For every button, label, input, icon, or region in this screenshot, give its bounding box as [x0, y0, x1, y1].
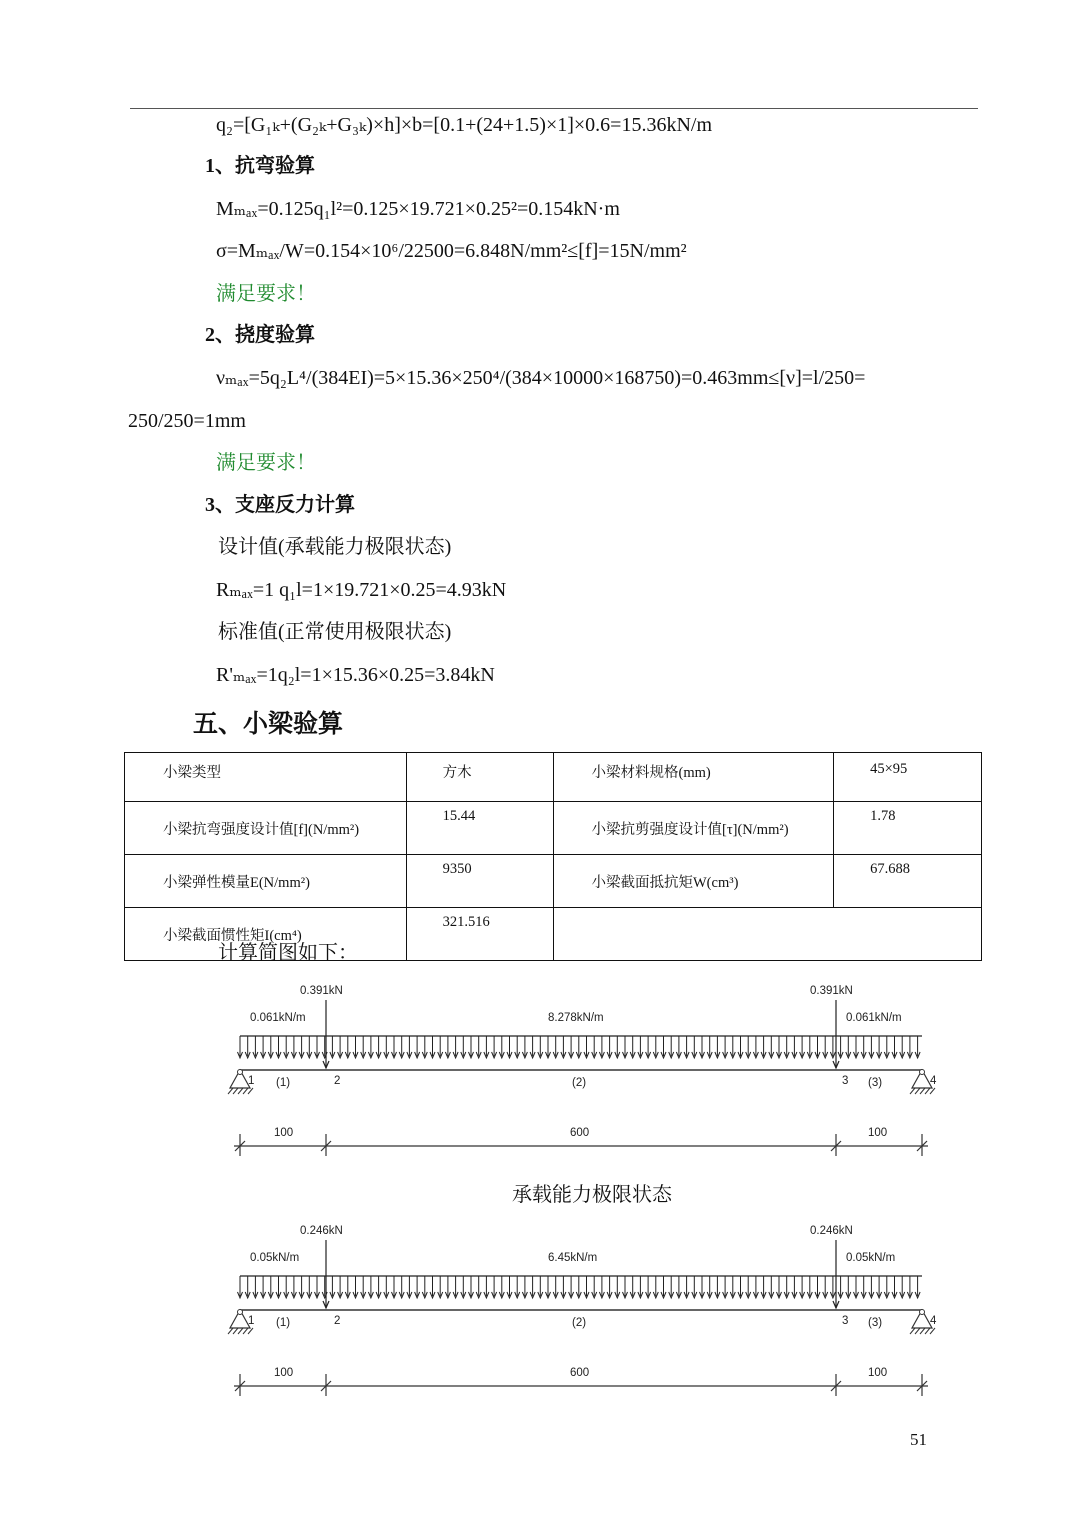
node-number-label: 3	[842, 1315, 849, 1327]
design-value-label: 设计值(承载能力极限状态)	[218, 536, 452, 558]
support-hatch	[915, 1088, 920, 1094]
span-label: (2)	[572, 1077, 587, 1089]
support-hatch	[248, 1328, 253, 1334]
udl-left-label: 0.05kN/m	[250, 1252, 300, 1264]
diagram1-caption: 承载能力极限状态	[512, 1184, 672, 1206]
table-row	[125, 802, 982, 855]
support-hatch	[233, 1328, 238, 1334]
support-hatch	[930, 1328, 935, 1334]
support-hatch	[925, 1328, 930, 1334]
table-row	[125, 855, 982, 908]
node-number-label: 4	[930, 1075, 937, 1087]
diagram-caption: 计算简图如下：	[218, 942, 358, 964]
support-hatch	[910, 1328, 915, 1334]
support-hatch	[920, 1328, 925, 1334]
parameter-table	[124, 752, 982, 961]
table-cell: 67.688	[834, 855, 982, 908]
support-hatch	[238, 1088, 243, 1094]
dimension-label: 600	[570, 1367, 590, 1379]
support-pin	[920, 1310, 925, 1315]
node-number-label: 3	[842, 1075, 849, 1087]
q2-formula: q₂=[G₁ₖ+(G₂ₖ+G₃ₖ)×h]×b=[0.1+(24+1.5)×1]×0.6=15.36kN/m	[216, 114, 713, 136]
rmax-prime-formula: R'ₘₐₓ=1q₂l=1×15.36×0.25=3.84kN	[216, 664, 495, 686]
point-load-left-label: 0.246kN	[300, 1225, 343, 1237]
support-hatch	[228, 1328, 233, 1334]
page-number: 51	[910, 1430, 927, 1449]
support-hatch	[920, 1088, 925, 1094]
dimension-label: 100	[274, 1367, 294, 1379]
table-cell: 321.516	[406, 908, 553, 961]
span-label: (3)	[868, 1317, 883, 1329]
standard-value-label: 标准值(正常使用极限状态)	[218, 621, 452, 643]
support-pin	[238, 1070, 243, 1075]
support-hatch	[243, 1088, 248, 1094]
span-label: (2)	[572, 1317, 587, 1329]
span-label: (1)	[276, 1077, 291, 1089]
header-rule	[130, 108, 978, 109]
span-label: (3)	[868, 1077, 883, 1089]
heading-support-reaction: 3、支座反力计算	[205, 494, 355, 516]
table-cell: 小梁截面抵抗矩W(cm³)	[553, 855, 834, 908]
table-cell: 1.78	[834, 802, 982, 855]
section-title: 五、小梁验算	[193, 711, 344, 738]
udl-left-label: 0.061kN/m	[250, 1012, 306, 1024]
dimension-label: 100	[868, 1127, 888, 1139]
mmax-formula: Mₘₐₓ=0.125q₁l²=0.125×19.721×0.25²=0.154kN·m	[216, 198, 620, 220]
dimension-label: 600	[570, 1127, 590, 1139]
dimension-label: 100	[274, 1127, 294, 1139]
vmax-formula-continued: 250/250=1mm	[128, 410, 246, 432]
node-number-label: 1	[248, 1075, 255, 1087]
table-row	[125, 753, 982, 802]
beam-diagram-ultimate	[222, 978, 952, 1158]
table-cell: 15.44	[406, 802, 553, 855]
table-cell: 小梁抗剪强度设计值[τ](N/mm²)	[553, 802, 834, 855]
support-pin	[238, 1310, 243, 1315]
support-hatch	[915, 1328, 920, 1334]
support-hatch	[238, 1328, 243, 1334]
point-load-right-label: 0.246kN	[810, 1225, 853, 1237]
node-number-label: 1	[248, 1315, 255, 1327]
span-label: (1)	[276, 1317, 291, 1329]
udl-mid-label: 8.278kN/m	[548, 1012, 604, 1024]
support-hatch	[248, 1088, 253, 1094]
beam-diagram-serviceability	[222, 1218, 952, 1398]
table-cell: 45×95	[834, 753, 982, 802]
udl-mid-label: 6.45kN/m	[548, 1252, 598, 1264]
support-hatch	[910, 1088, 915, 1094]
support-hatch	[243, 1328, 248, 1334]
heading-deflection-check: 2、挠度验算	[205, 324, 315, 346]
heading-bending-check: 1、抗弯验算	[205, 155, 315, 177]
udl-right-label: 0.061kN/m	[846, 1012, 902, 1024]
vmax-formula: νₘₐₓ=5q₂L⁴/(384EI)=5×15.36×250⁴/(384×10000×168750)=0.463mm≤[ν]=l/250=	[216, 367, 866, 389]
table-cell: 9350	[406, 855, 553, 908]
ok-message-deflection: 满足要求！	[216, 452, 316, 474]
support-hatch	[925, 1088, 930, 1094]
point-load-right-label: 0.391kN	[810, 985, 853, 997]
node-number-label: 4	[930, 1315, 937, 1327]
support-hatch	[233, 1088, 238, 1094]
rmax-formula: Rₘₐₓ=1 q₁l=1×19.721×0.25=4.93kN	[216, 579, 507, 601]
sigma-formula: σ=Mₘₐₓ/W=0.154×10⁶/22500=6.848N/mm²≤[f]=15N/mm²	[216, 240, 687, 262]
table-cell-empty	[553, 908, 982, 961]
support-hatch	[228, 1088, 233, 1094]
udl-right-label: 0.05kN/m	[846, 1252, 896, 1264]
ok-message-bending: 满足要求！	[216, 283, 316, 305]
table-cell: 小梁材料规格(mm)	[553, 753, 834, 802]
table-cell: 小梁抗弯强度设计值[f](N/mm²)	[125, 802, 407, 855]
dimension-label: 100	[868, 1367, 888, 1379]
support-hatch	[930, 1088, 935, 1094]
table-cell: 小梁弹性模量E(N/mm²)	[125, 855, 407, 908]
table-cell: 小梁截面惯性矩I(cm⁴)	[125, 908, 407, 961]
node-number-label: 2	[334, 1075, 341, 1087]
support-pin	[920, 1070, 925, 1075]
table-cell: 方木	[406, 753, 553, 802]
node-number-label: 2	[334, 1315, 341, 1327]
table-cell: 小梁类型	[125, 753, 407, 802]
point-load-left-label: 0.391kN	[300, 985, 343, 997]
